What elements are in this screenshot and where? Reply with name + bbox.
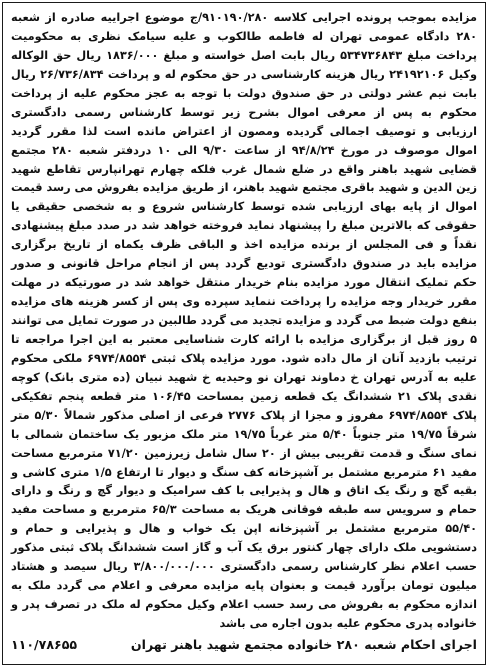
notice-footer: [11, 636, 477, 655]
notice-body: مزایده بموجب پرونده اجرایی کلاسه ۹۱۰۱۹۰/۲۸۰/ج موضوع اجراییه صادره از شعبه ۲۸۰ دادگاه عمومی تهران له فاطمه طالکوب و علیه سیامک نظری به محکومیت پرداخت مبلغ ۵۳۴۷۳۶۸۴۳ ریال بابت اصل خواسته و مبلغ ۱۸۳۶/۰۰۰ ریال حق الوکاله وکیل ۲۴۱۹۲۱۰۶ ریال هزینه کارشناسی در حق محکوم له و پرداخت ۲۶/۷۳۶/۸۳۴ ریال بابت نیم عشر دولتی در حق صندوق دولت با توجه به عجز محکوم علیه از پرداخت محکوم به پس از معرفی اموال بشرح زیر توسط کارشناس رسمی دادگستری ارزیابی و توصیف اجمالی گردیده ومصون از اعتراض مانده است لذا مقرر گردید اموال موصوف در مورخ ۹۴/۸/۲۴ از ساعت ۹/۳۰ الی ۱۰ دردفتر شعبه ۲۸۰ مجتمع قضایی شهید باهنر واقع در ضلع شمال غرب فلکه چهارم تهرانپارس تقاطع شهید زین الدین و شهید باقری مجتمع شهید باهنر، از طریق مزایده بفروش می رسد قیمت اموال از پایه بهای ارزیابی شده توسط کارشناس شروع و به شخصی حقیقی یا حقوقی که بالاترین مبلغ را پیشنهاد نماید فروخته خواهد شد در صدد مبلغ پیشنهادی نقداً و فی المجلس از برنده مزایده اخذ و الباقی ظرف یکماه از تاریخ برگزاری مزایده باید در صندوق دادگستری تودیع گردد پس از انجام مراحل قانونی و صدور حکم تملیک انتقال مورد مزایده بنام خریدار منتقل خواهد شد در صورتیکه در مهلت مقرر خریدار وجه مزایده را پرداخت ننماید سپرده وی پس از کسر هزینه های مزایده بنفع دولت ضبط می گردد و مزایده تجدید می گردد طالبین در صورت تمایل می توانند ۵ روز قبل از برگزاری مزایده با ارائه کارت شناسایی معتبر به این اجرا مراجعه تا ترتیب بازدید آنان از مال داده شود. مورد مزایده پلاک ثبتی ۶۹۷۴/۸۵۵۴ ملکی محکوم علیه به آدرس تهران خ دماوند تهران نو وحیدیه خ شهید نبیان (ده متری بانک) کوچه نقدی پلاک ۲۱ ششدانگ یک قطعه زمین بمساحت ۱۰۶/۴۵ متر قطعه پنجم تفکیکی پلاک ۶۹۷۴/۸۵۵۴ مفروز و مجزا از پلاک ۲۷۷۶ فرعی از اصلی مذکور شمالاً ۵/۳۰ متر شرقاً ۱۹/۷۵ متر جنوباً ۵/۴۰ متر غرباً ۱۹/۷۵ متر ملک مزبور یک ساختمان شمالی با نمای سنگ و قدمت تقریبی بیش از ۲۰ سال شامل زیرزمین ۷۱/۲۰ مترمربع مساحت مفید ۶۱ مترمربع مشتمل بر آشپزخانه کف سنگ و دیوار تا ارتفاع ۱/۵ متری کاشی و بقیه گچ و رنگ یک اتاق و هال و پذیرایی با کف سرامیک و دیوار گچ و رنگ و دارای حمام و سرویس سه طبقه فوقانی هریک به مساحت ۶۵/۳ مترمربع و مساحت مفید ۵۵/۴۰ مترمربع مشتمل بر آشپزخانه اپن یک خواب و هال و پذیرایی و حمام و دستشویی ملک دارای چهار کنتور برق یک آب و گاز است ششدانگ پلاک ثبتی مذکور حسب اعلام نظر کارشناس رسمی دادگستری ۳/۸۰۰/۰۰۰/۰۰۰ ریال سیصد و هشتاد میلیون تومان برآورد قیمت و بعنوان پایه مزایده معرفی و اعلام می گردد ملک به اندازه محکوم به بفروش می رسد حسب اعلام وکیل محکوم له ملک در تصرف پدر و خانواده پدری محکوم علیه بدون اجاره می باشد: [11, 11, 477, 630]
legal-notice: [2, 2, 486, 665]
notice-code: ۱۱۰/۷۸۶۵۵: [11, 636, 78, 652]
issuer-line: اجرای احکام شعبه ۲۸۰ خانواده مجتمع شهید باهنر تهران: [130, 636, 477, 652]
